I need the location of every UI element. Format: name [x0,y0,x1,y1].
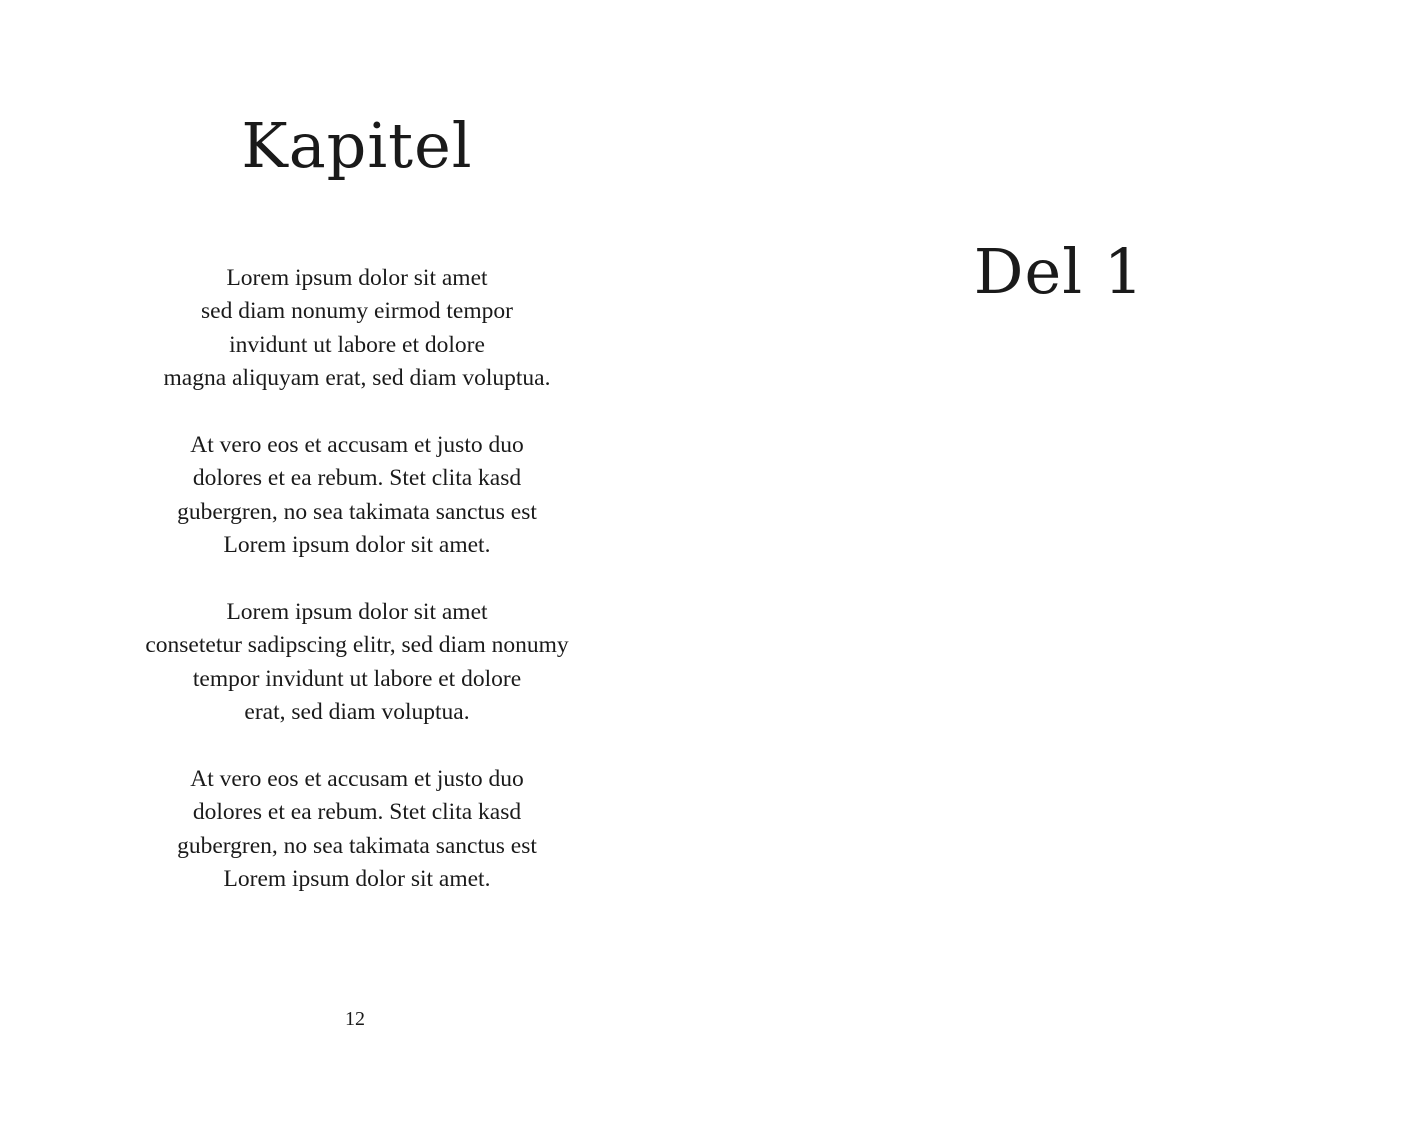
verse-line: gubergren, no sea takimata sanctus est [177,832,537,859]
chapter-title: Kapitel [241,109,473,182]
verse-line: dolores et ea rebum. Stet clita kasd [192,465,522,492]
verse-line: At vero eos et accusam et justo duo [190,766,524,793]
verse-line: magna aliquyam erat, sed diam voluptua. [163,365,551,392]
verse-line: At vero eos et accusam et justo duo [190,432,524,459]
verse-line: erat, sed diam voluptua. [244,699,470,726]
part-title: Del 1 [973,235,1145,308]
stanza [0,429,714,563]
stanza [0,262,714,396]
poem [0,262,714,930]
stanza [0,596,714,730]
verse-line: consetetur sadipscing elitr, sed diam nonumy [145,632,569,659]
verse-line: Lorem ipsum dolor sit amet. [223,532,491,559]
verse-line: Lorem ipsum dolor sit amet [226,599,488,626]
verse-line: Lorem ipsum dolor sit amet [226,265,488,291]
verse-line: tempor invidunt ut labore et dolore [192,665,522,692]
verse-line: gubergren, no sea takimata sanctus est [177,498,537,525]
page-number: 12 [345,1008,365,1030]
stanza [0,763,714,897]
verse-line: dolores et ea rebum. Stet clita kasd [192,799,522,826]
verse-line: invidunt ut labore et dolore [229,331,485,358]
right-page [714,0,1417,1122]
verse-line: sed diam nonumy eirmod tempor [201,298,513,325]
verse-line: Lorem ipsum dolor sit amet. [223,866,491,893]
